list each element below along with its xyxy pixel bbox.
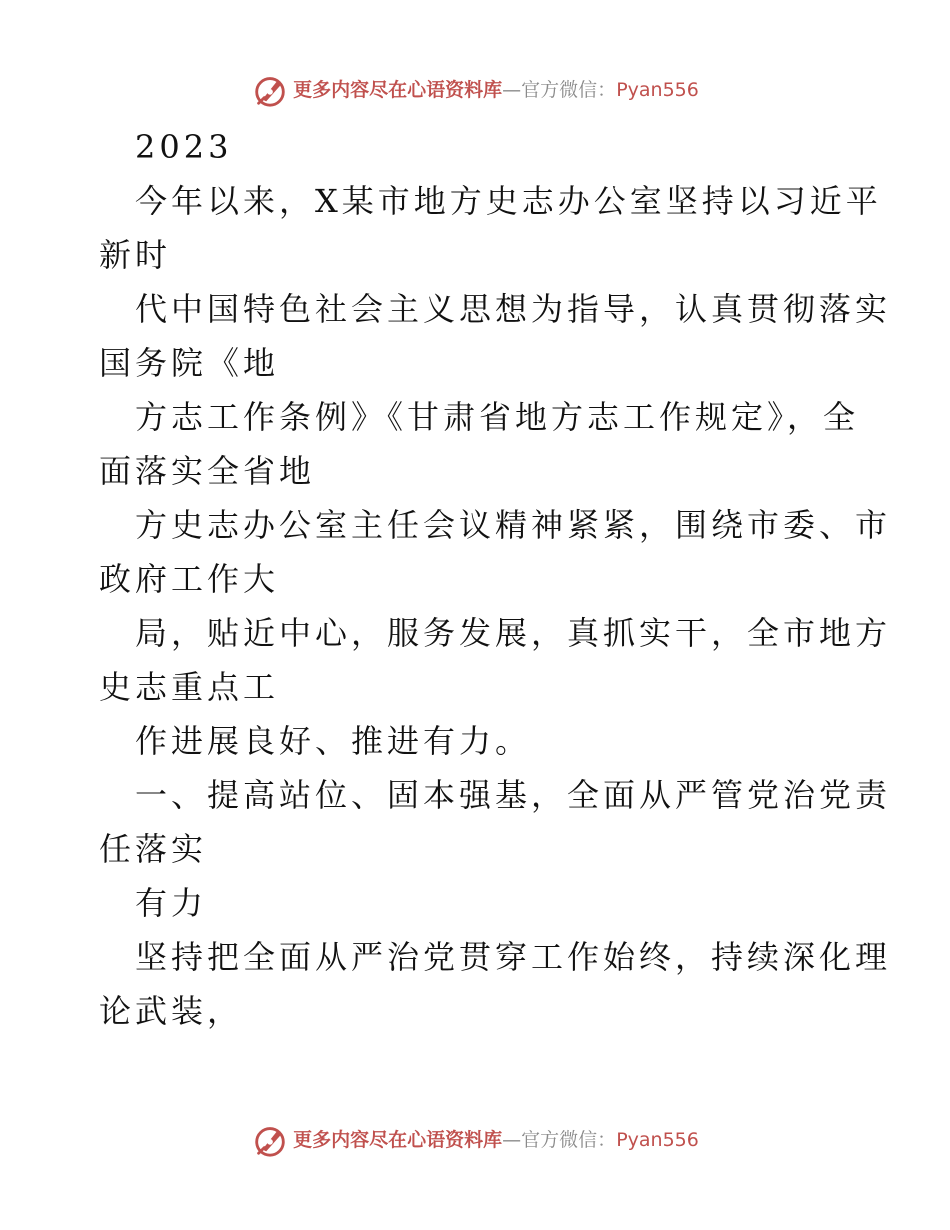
footer-dash: —	[502, 1128, 522, 1151]
header-brand: 更多内容尽在心语资料库	[293, 78, 503, 101]
body-line: 代中国特色社会主义思想为指导，认真贯彻落实	[135, 290, 892, 328]
header-banner	[0, 68, 950, 112]
body-line: 今年以来，X某市地方史志办公室坚持以习近平	[135, 182, 882, 220]
footer-banner	[0, 1118, 950, 1162]
header-official-label: 官方微信：	[521, 78, 617, 101]
footer-wechat-id: Pyan556	[616, 1128, 699, 1151]
header-text	[293, 78, 699, 101]
footer-official-label: 官方微信：	[521, 1128, 617, 1151]
header-wechat-id: Pyan556	[616, 78, 699, 101]
body-line: 方志工作条例》《甘肃省地方志工作规定》，全	[135, 398, 860, 436]
footer-brand: 更多内容尽在心语资料库	[293, 1128, 503, 1151]
body-line: 面落实全省地	[99, 452, 316, 490]
body-line: 国务院《地	[99, 344, 280, 382]
body-line: 新时	[99, 236, 172, 274]
body-line: 方史志办公室主任会议精神紧紧，围绕市委、市	[135, 506, 892, 544]
pen-nib-logo-icon	[251, 1121, 289, 1159]
header-dash: —	[502, 78, 522, 101]
body-line: 局，贴近中心，服务发展，真抓实干，全市地方	[135, 614, 892, 652]
section-heading-line: 任落实	[99, 830, 208, 868]
document-body	[99, 120, 892, 1038]
section-heading-line: 有力	[135, 884, 208, 922]
pen-nib-logo-icon	[251, 71, 289, 109]
body-line: 作进展良好、推进有力。	[135, 722, 532, 760]
footer-text	[293, 1128, 699, 1151]
section-heading-line: 一、提高站位、固本强基，全面从严管党治党责	[135, 776, 892, 814]
body-line: 史志重点工	[99, 668, 280, 706]
body-line: 论武装，	[99, 992, 244, 1030]
body-line: 坚持把全面从严治党贯穿工作始终，持续深化理	[135, 938, 892, 976]
body-line: 政府工作大	[99, 560, 280, 598]
body-line: 2023	[135, 128, 233, 166]
